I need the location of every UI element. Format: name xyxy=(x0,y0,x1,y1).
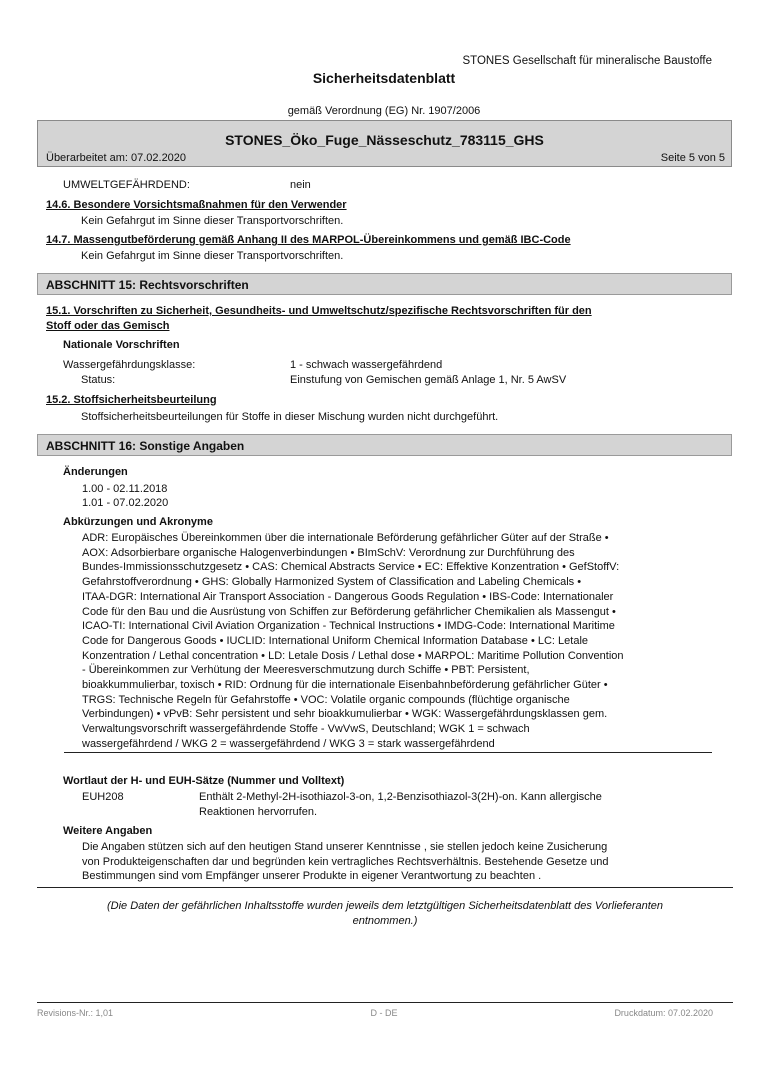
further-info-line: Bestimmungen sind vom Empfänger unserer Produkte in eigener Verantwortung zu beachten . xyxy=(82,870,542,883)
national-regulations-heading: Nationale Vorschriften xyxy=(63,339,180,351)
subsection-14-6-text: Kein Gefahrgut im Sinne dieser Transportvorschriften. xyxy=(81,215,344,227)
abbreviation-line: Gefahrstoffverordnung • GHS: Globally Harmonized System of Classification and Labeling Chemicals • xyxy=(82,576,582,589)
abbreviation-line: Verbindungen) • vPvB: Sehr persistent und sehr bioakkumulierbar • WGK: Wassergefährdungsklassen gem. xyxy=(82,708,608,721)
status-value: Einstufung von Gemischen gemäß Anlage 1, Nr. 5 AwSV xyxy=(290,374,567,386)
note-line: (Die Daten der gefährlichen Inhaltsstoffe wurden jeweils dem letztgültigen Sicherheitsdatenblatt des Vorlieferanten xyxy=(106,900,664,912)
change-entry: 1.01 - 07.02.2020 xyxy=(82,497,169,509)
abbreviation-line: Verwaltungsvorschrift wassergefährdende Stoffe - VwVwS, Deutschland; WGK 1 = schwach xyxy=(82,723,530,736)
umwelt-label: UMWELTGEFÄHRDEND: xyxy=(63,179,190,191)
wgk-label: Wassergefährdungsklasse: xyxy=(63,359,196,371)
abbreviation-line: wassergefährdend / WKG 2 = wassergefährdend / WKG 3 = stark wassergefährdend xyxy=(82,737,495,750)
product-name: STONES_Öko_Fuge_Nässeschutz_783115_GHS xyxy=(225,132,544,148)
section-16-title: ABSCHNITT 16: Sonstige Angaben xyxy=(46,439,245,453)
footer-language: D - DE xyxy=(370,1008,398,1018)
regulation-reference: gemäß Verordnung (EG) Nr. 1907/2006 xyxy=(287,105,481,117)
further-info-line: Die Angaben stützen sich auf den heutigen Stand unserer Kenntnisse , sie stellen jedoch keine Zusicherung xyxy=(82,841,608,853)
wgk-value: 1 - schwach wassergefährdend xyxy=(290,359,443,371)
section-15-title: ABSCHNITT 15: Rechtsvorschriften xyxy=(46,278,249,292)
status-label: Status: xyxy=(81,374,116,386)
euh-code: EUH208 xyxy=(82,791,124,803)
hazard-statements-heading: Wortlaut der H- und EUH-Sätze (Nummer und Volltext) xyxy=(63,775,345,787)
abbreviations-divider xyxy=(64,752,712,753)
subsection-14-6-heading: 14.6. Besondere Vorsichtsmaßnahmen für den Verwender xyxy=(46,199,347,211)
abbreviation-line: - Übereinkommen zur Verhütung der Meeresverschmutzung durch Schiffe • PBT: Persistent, xyxy=(82,664,530,677)
abbreviations-text xyxy=(82,531,624,752)
section-15-bar xyxy=(37,273,732,295)
abbreviation-line: bioakkummulierbar, toxisch • RID: Ordnung für die internationale Eisenbahnbeförderung gefährlicher Güter • xyxy=(82,679,608,692)
abbreviation-line: AOX: Adsorbierbare organische Halogenverbindungen • BImSchV: Verordnung zur Durchführung des xyxy=(82,546,575,559)
abbreviation-line: ITAA-DGR: International Air Transport Association - Dangerous Goods Regulation • IBS-Code: Internationaler xyxy=(82,590,614,603)
abbreviation-line: ADR: Europäisches Übereinkommen über die internationale Beförderung gefährlicher Güter auf der Straße • xyxy=(82,532,609,544)
abbreviation-line: TRGS: Technische Regeln für Gefahrstoffe • VOC: Volatile organic compounds (flüchtige organische xyxy=(82,693,570,706)
euh-text-line1: Enthält 2-Methyl-2H-isothiazol-3-on, 1,2-Benzisothiazol-3(2H)-on. Kann allergische xyxy=(199,791,602,803)
footer-revision: Revisions-Nr.: 1,01 xyxy=(37,1008,114,1018)
subsection-15-2-text: Stoffsicherheitsbeurteilungen für Stoffe in dieser Mischung wurden nicht durchgeführt. xyxy=(81,411,499,423)
page-number: Seite 5 von 5 xyxy=(660,152,725,164)
revision-date: Überarbeitet am: 07.02.2020 xyxy=(46,152,187,164)
abbreviation-line: Code für den Bau und die Ausrüstung von Schiffen zur Beförderung gefährlicher Chemikalien als Massengut • xyxy=(82,605,616,618)
footer-divider xyxy=(37,1002,733,1003)
abbreviations-heading: Abkürzungen und Akronyme xyxy=(63,516,213,528)
umwelt-value: nein xyxy=(290,179,311,191)
euh-text-line2: Reaktionen hervorrufen. xyxy=(199,806,318,818)
further-info-heading: Weitere Angaben xyxy=(63,825,153,837)
abbreviation-line: Konzentration / Lethal concentration • LD: Letale Dosis / Lethal dose • MARPOL: Maritime Pollution Convention xyxy=(82,649,624,662)
supplier-data-note xyxy=(60,899,710,929)
abbreviation-line: ICAO-TI: International Civil Aviation Organization - Technical Instructions • IMDG-Code: International Maritime xyxy=(82,620,615,633)
footer-print-date: Druckdatum: 07.02.2020 xyxy=(614,1008,713,1018)
section-16-bar xyxy=(37,434,732,456)
subsection-15-1-heading-line2: Stoff oder das Gemisch xyxy=(46,320,170,332)
abbreviation-line: Bundes-Immissionsschutzgesetz • CAS: Chemical Abstracts Service • EC: Effektive Konzentration • GefStoffV: xyxy=(82,561,620,574)
subsection-15-2-heading: 15.2. Stoffsicherheitsbeurteilung xyxy=(46,394,217,406)
company-name: STONES Gesellschaft für mineralische Baustoffe xyxy=(462,55,712,67)
subsection-14-7-heading: 14.7. Massengutbeförderung gemäß Anhang II des MARPOL-Übereinkommens und gemäß IBC-Code xyxy=(46,234,571,246)
changes-heading: Änderungen xyxy=(63,466,128,478)
further-info-line: von Produkteigenschaften dar und begründen kein vertragliches Rechtsverhältnis. Bestehende Gesetze und xyxy=(82,855,609,868)
abbreviation-line: Code for Dangerous Goods • IUCLID: International Uniform Chemical Information Database • LC: Letale xyxy=(82,634,589,647)
subsection-14-7-text: Kein Gefahrgut im Sinne dieser Transportvorschriften. xyxy=(81,250,344,262)
document-title: Sicherheitsdatenblatt xyxy=(312,70,456,86)
product-header-box xyxy=(37,120,732,167)
subsection-15-1-heading-line1: 15.1. Vorschriften zu Sicherheit, Gesundheits- und Umweltschutz/spezifische Rechtsvorschriften für den xyxy=(46,305,592,317)
note-line: entnommen.) xyxy=(352,915,418,927)
further-info-text xyxy=(82,840,609,884)
section-end-divider xyxy=(37,887,733,888)
change-entry: 1.00 - 02.11.2018 xyxy=(82,483,168,495)
